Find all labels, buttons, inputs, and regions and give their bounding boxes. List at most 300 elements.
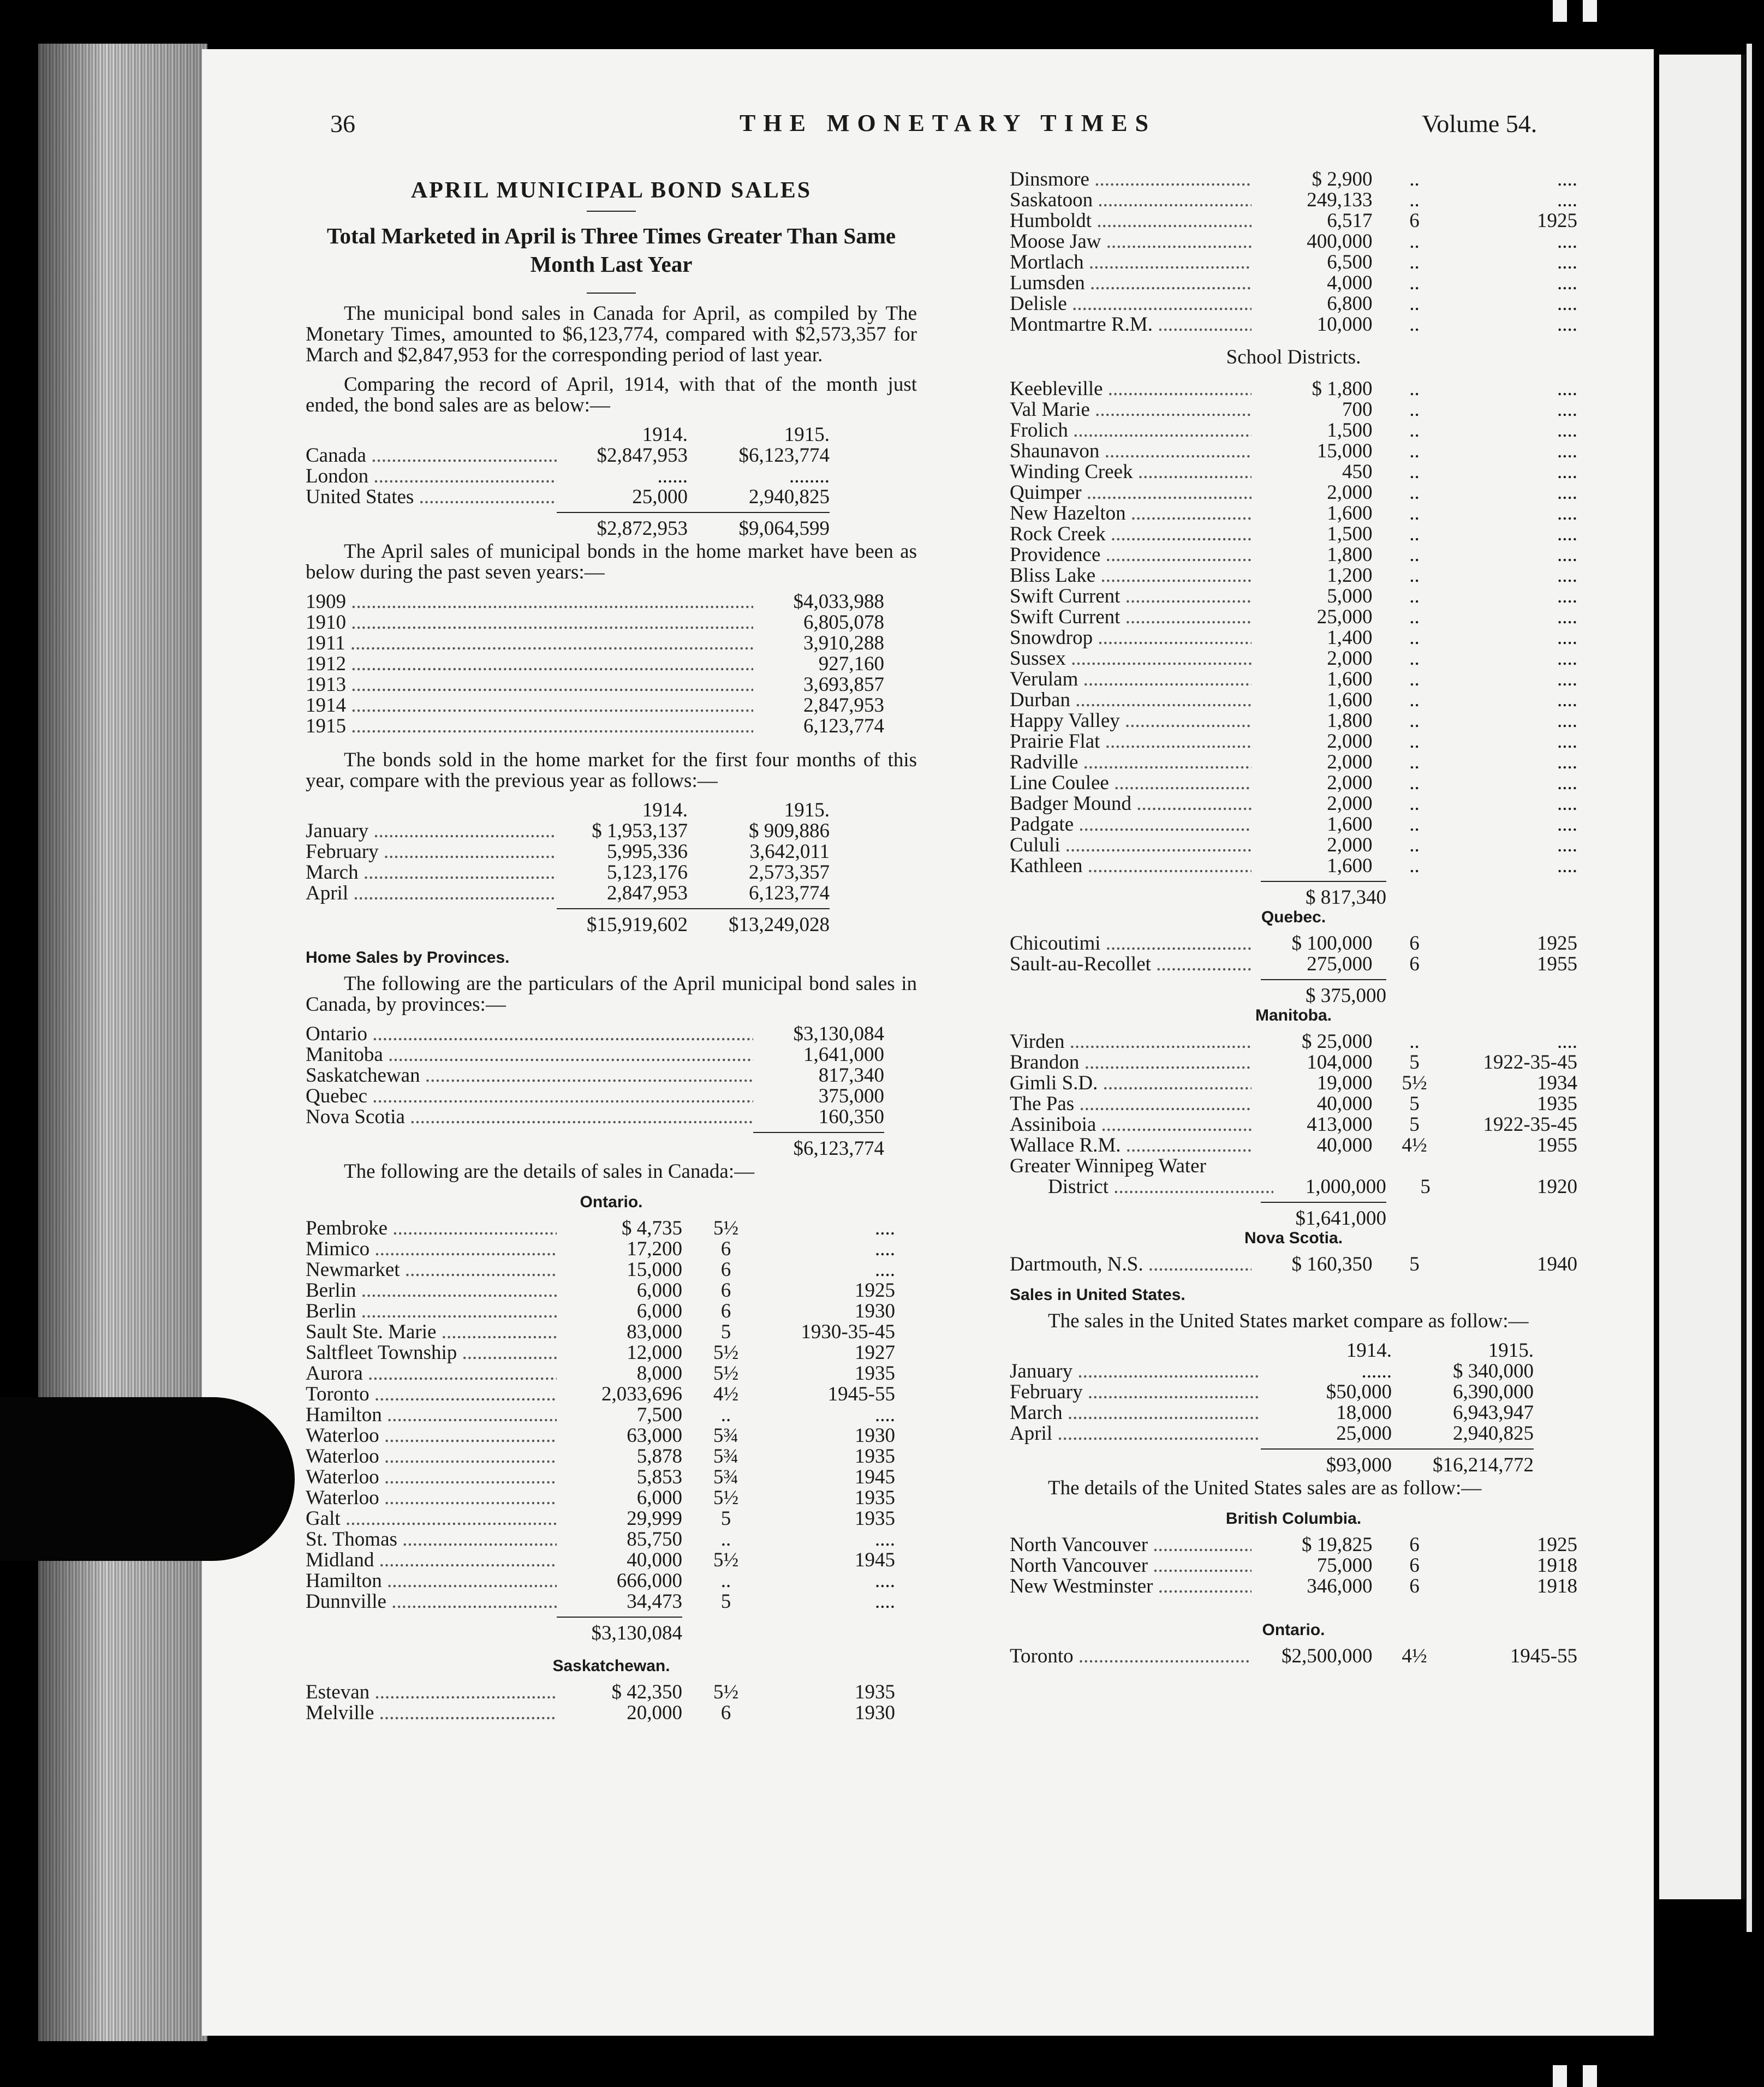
table-row	[306, 1571, 917, 1591]
row-label: Saskatchewan .....	[306, 1065, 753, 1086]
table-row	[1010, 856, 1577, 876]
row-name: Galt .....	[306, 1508, 557, 1529]
row-name: Brandon .....	[1010, 1052, 1252, 1073]
value-1915: 2,940,825	[749, 486, 830, 508]
table-row	[1010, 399, 1577, 420]
row-rate: ..	[1409, 502, 1420, 524]
row-rate: 4½	[1402, 1134, 1427, 1156]
row-maturity: ....	[1557, 564, 1578, 587]
row-name: Lumsden .....	[1010, 273, 1252, 294]
table-row	[306, 862, 917, 883]
row-rate: ..	[1409, 627, 1420, 649]
column-headers	[1010, 1340, 1577, 1361]
table-row	[306, 1343, 917, 1363]
section-quebec: Quebec.	[1261, 908, 1326, 926]
row-rate: ..	[1409, 378, 1420, 400]
row-amount: 104,000	[1307, 1051, 1373, 1074]
table-row	[306, 1682, 917, 1703]
row-maturity: ....	[1557, 272, 1578, 294]
row-name: St. Thomas .....	[306, 1529, 557, 1550]
page-number: 36	[330, 110, 355, 138]
row-label: March .....	[1010, 1403, 1261, 1423]
row-amount: 5,000	[1327, 585, 1373, 607]
row-name: Waterloo .....	[306, 1488, 557, 1508]
total-1914: $93,000	[1261, 1448, 1392, 1476]
row-name: Durban .....	[1010, 690, 1252, 711]
row-maturity: ....	[1557, 251, 1578, 273]
value-1915: 6,390,000	[1453, 1381, 1534, 1403]
table-row	[1010, 1177, 1577, 1197]
table-row	[1010, 1254, 1577, 1275]
section-ontario: Ontario.	[580, 1193, 643, 1211]
row-rate: ..	[1409, 481, 1420, 504]
row-maturity: 1922-35-45	[1483, 1051, 1578, 1074]
total-row	[1010, 876, 1577, 909]
row-maturity: ....	[1557, 440, 1578, 462]
table-row	[306, 1488, 917, 1508]
row-maturity: ....	[1557, 855, 1578, 877]
table-row	[306, 1218, 917, 1239]
row-label: Canada .....	[306, 445, 557, 466]
row-amount: 17,200	[627, 1238, 682, 1260]
row-rate: 6	[1409, 953, 1420, 975]
table-row	[306, 1363, 917, 1384]
row-maturity: 1922-35-45	[1483, 1113, 1578, 1136]
table-us-ontario	[1010, 1646, 1577, 1667]
table-row	[306, 695, 917, 716]
paragraph-4: The bonds sold in the home market for the first four months of this year, compare with the previous year as follows:—	[306, 749, 917, 792]
row-name: District .....	[1010, 1177, 1273, 1197]
row-maturity: ....	[1557, 189, 1578, 211]
row-name: Swift Current .....	[1010, 607, 1252, 628]
row-maturity: 1934	[1537, 1072, 1578, 1094]
table-row	[1010, 294, 1577, 314]
table-row	[306, 654, 917, 675]
row-maturity: ....	[1557, 544, 1578, 566]
value-1914: 25,000	[1336, 1422, 1392, 1445]
row-maturity: 1935	[855, 1681, 895, 1703]
table-row	[306, 1703, 917, 1724]
total-1915: $9,064,599	[688, 512, 830, 539]
row-maturity: ....	[1557, 709, 1578, 732]
total-row	[306, 508, 917, 540]
row-maturity: 1955	[1537, 953, 1578, 975]
row-amount: $ 4,735	[622, 1217, 682, 1239]
row-rate: 6	[1409, 210, 1420, 232]
row-rate: ..	[1409, 730, 1420, 753]
row-rate: ..	[1409, 230, 1420, 253]
table-row	[306, 487, 917, 508]
film-mark	[1553, 2065, 1567, 2087]
table-row	[1010, 1361, 1577, 1382]
table-row	[1010, 794, 1577, 814]
right-column	[1010, 169, 1577, 1667]
row-name: Wallace R.M. .....	[1010, 1135, 1252, 1156]
table-row	[306, 1301, 917, 1322]
value-1914: 5,123,176	[607, 861, 688, 884]
row-label: Manitoba .....	[306, 1045, 753, 1065]
table-row	[1010, 190, 1577, 211]
row-rate: 4½	[1402, 1645, 1427, 1667]
left-column	[306, 169, 917, 1724]
row-amount: 6,000	[636, 1487, 682, 1509]
table-row	[1010, 1094, 1577, 1114]
paragraph-1: The municipal bond sales in Canada for April, as compiled by The Monetary Times, amounted to $6,123,774, compared with $2,573,357 for March and $2,847,953 for the corresponding period of last year.	[306, 302, 917, 366]
row-label: 1910 .....	[306, 612, 753, 633]
table-row	[1010, 420, 1577, 441]
row-name: Toronto .....	[1010, 1646, 1252, 1667]
row-rate: ..	[1409, 709, 1420, 732]
table-row	[306, 466, 917, 487]
opposite-page	[1659, 55, 1745, 1899]
row-rate: 6	[720, 1238, 731, 1260]
row-amount: 15,000	[627, 1259, 682, 1281]
row-amount: 15,000	[1316, 440, 1373, 462]
column-header: 1915.	[1488, 1339, 1534, 1362]
row-amount: 1,600	[1327, 502, 1373, 524]
row-amount: 19,000	[1316, 1072, 1373, 1094]
row-label: 1914 .....	[306, 695, 753, 716]
row-rate: 5	[1409, 1051, 1420, 1074]
table-row	[306, 821, 917, 842]
table-row	[1010, 1555, 1577, 1576]
row-amount: $2,500,000	[1281, 1645, 1373, 1667]
table-row	[1010, 1403, 1577, 1423]
table-row	[1010, 482, 1577, 503]
table-row	[1010, 586, 1577, 607]
row-rate: ..	[1409, 606, 1420, 628]
row-amount: 275,000	[1307, 953, 1373, 975]
table-row	[306, 1260, 917, 1280]
table-row	[306, 1322, 917, 1343]
row-amount: 40,000	[1316, 1093, 1373, 1115]
row-name: Montmartre R.M. .....	[1010, 314, 1252, 335]
table-row	[1010, 1576, 1577, 1597]
row-amount: 700	[1342, 398, 1373, 421]
row-maturity: ....	[1557, 627, 1578, 649]
row-maturity: 1930	[855, 1702, 895, 1724]
table-row	[306, 1045, 917, 1065]
row-name: Quimper .....	[1010, 482, 1252, 503]
row-name: Greater Winnipeg Water	[1010, 1155, 1206, 1177]
row-name: Melville .....	[306, 1703, 557, 1724]
row-rate: ..	[1409, 585, 1420, 607]
row-rate: ..	[720, 1528, 731, 1551]
row-maturity: ....	[1557, 293, 1578, 315]
row-maturity: 1935	[855, 1487, 895, 1509]
table-row	[306, 612, 917, 633]
row-rate: 5¾	[713, 1424, 739, 1447]
row-name: Saltfleet Township .....	[306, 1343, 557, 1363]
row-amount: 2,000	[1327, 730, 1373, 753]
row-rate: ..	[1409, 689, 1420, 711]
row-amount: 20,000	[627, 1702, 682, 1724]
row-amount: 2,000	[1327, 834, 1373, 856]
row-name: Happy Valley .....	[1010, 711, 1252, 731]
row-value: 817,340	[818, 1064, 884, 1087]
row-maturity: 1918	[1537, 1554, 1578, 1577]
row-rate: 6	[1409, 1575, 1420, 1597]
column-header: 1915.	[784, 424, 830, 446]
row-label: Ontario .....	[306, 1024, 753, 1045]
row-rate: 5	[1409, 1113, 1420, 1136]
row-name: Sussex .....	[1010, 648, 1252, 669]
table-row	[1010, 379, 1577, 399]
row-name: Hamilton .....	[306, 1571, 557, 1591]
total-amount: $ 817,340	[1261, 881, 1386, 908]
row-name: Berlin .....	[306, 1301, 557, 1322]
row-maturity: 1925	[1537, 932, 1578, 955]
row-name: Waterloo .....	[306, 1467, 557, 1488]
table-row	[306, 1467, 917, 1488]
row-name: New Westminster .....	[1010, 1576, 1252, 1597]
row-rate: 6	[720, 1279, 731, 1302]
paragraph-2: Comparing the record of April, 1914, with that of the month just ended, the bond sales are as below:—	[306, 373, 917, 416]
row-rate: ..	[1409, 813, 1420, 836]
row-maturity: 1940	[1537, 1253, 1578, 1275]
table-row	[1010, 1646, 1577, 1667]
row-amount: 83,000	[627, 1321, 682, 1343]
total-1914: $2,872,953	[557, 512, 688, 539]
total-1915: $13,249,028	[688, 908, 830, 935]
row-rate: ..	[1409, 751, 1420, 773]
row-maturity: 1955	[1537, 1134, 1578, 1156]
table-row	[306, 1529, 917, 1550]
value-1914: ......	[657, 465, 688, 487]
row-maturity: ....	[1557, 606, 1578, 628]
row-amount: $ 19,825	[1301, 1534, 1373, 1556]
table-row	[306, 592, 917, 612]
row-amount: 1,600	[1327, 813, 1373, 836]
journal-title: THE MONETARY TIMES	[740, 110, 1157, 136]
row-rate: ..	[1409, 668, 1420, 690]
row-name: Waterloo .....	[306, 1426, 557, 1446]
table-row	[1010, 1114, 1577, 1135]
section-us-sales: Sales in United States.	[1010, 1286, 1185, 1304]
row-amount: 1,500	[1327, 419, 1373, 442]
row-amount: $ 160,350	[1291, 1253, 1373, 1275]
table-saskatchewan-cont	[1010, 169, 1577, 335]
book-edge	[38, 44, 207, 2041]
table-row	[1010, 773, 1577, 794]
row-rate: 6	[720, 1259, 731, 1281]
row-maturity: ....	[1557, 523, 1578, 545]
row-name: Toronto .....	[306, 1384, 557, 1405]
paragraph-5: The following are the particulars of the April municipal bond sales in Canada, by provinces:—	[306, 973, 917, 1016]
table-row	[306, 1024, 917, 1045]
film-mark	[1583, 0, 1597, 22]
row-amount: 29,999	[627, 1507, 682, 1530]
paragraph-us-details: The details of the United States sales are as follow:—	[1048, 1477, 1482, 1499]
row-maturity: 1927	[855, 1341, 895, 1364]
row-name: Winding Creek .....	[1010, 462, 1252, 482]
row-maturity: 1945	[855, 1549, 895, 1571]
row-amount: 6,000	[636, 1300, 682, 1322]
film-mark	[1583, 2065, 1597, 2087]
row-amount: 666,000	[616, 1570, 682, 1592]
row-value: 160,350	[818, 1106, 884, 1128]
row-maturity: ....	[1557, 168, 1578, 190]
row-maturity: 1925	[1537, 1534, 1578, 1556]
row-rate: 5½	[713, 1681, 739, 1703]
row-value: 3,910,288	[803, 632, 884, 654]
table-row	[1010, 1156, 1577, 1177]
table-row	[306, 1086, 917, 1107]
value-1915: 2,573,357	[749, 861, 830, 884]
row-rate: 5¾	[713, 1466, 739, 1488]
row-rate: ..	[1409, 461, 1420, 483]
row-name: Aurora .....	[306, 1363, 557, 1384]
row-amount: 12,000	[627, 1341, 682, 1364]
total-row	[306, 1128, 917, 1160]
row-amount: 10,000	[1316, 313, 1373, 336]
table-row	[306, 1384, 917, 1405]
row-maturity: ....	[1557, 813, 1578, 836]
volume: Volume 54.	[1422, 110, 1537, 138]
table-row	[1010, 690, 1577, 711]
paragraph-3: The April sales of municipal bonds in the home market have been as below during the past seven years:—	[306, 540, 917, 583]
row-rate: 5	[720, 1590, 731, 1613]
row-amount: 4,000	[1327, 272, 1373, 294]
row-rate: 5	[1409, 1093, 1420, 1115]
row-amount: 249,133	[1307, 189, 1373, 211]
row-name: Providence .....	[1010, 545, 1252, 565]
row-maturity: ....	[1557, 834, 1578, 856]
table-year-comparison	[306, 424, 917, 540]
section-saskatchewan: Saskatchewan.	[552, 1657, 670, 1675]
row-rate: 5½	[713, 1341, 739, 1364]
row-rate: ..	[1409, 272, 1420, 294]
table-school-districts	[1010, 378, 1578, 909]
row-name: Verulam .....	[1010, 669, 1252, 690]
row-rate: ..	[1409, 772, 1420, 794]
row-maturity: ....	[875, 1404, 895, 1426]
row-rate: ..	[1409, 564, 1420, 587]
value-1914: 2,847,953	[607, 882, 688, 904]
row-amount: 2,000	[1327, 647, 1373, 670]
table-row	[306, 1405, 917, 1426]
row-amount: $ 25,000	[1301, 1030, 1373, 1053]
total-1914: $15,919,602	[557, 908, 688, 935]
row-amount: $ 42,350	[611, 1681, 682, 1703]
row-name: Kathleen .....	[1010, 856, 1252, 876]
row-name: Dinsmore .....	[1010, 169, 1252, 190]
paragraph-us: The sales in the United States market compare as follow:—	[1048, 1310, 1529, 1332]
total-row	[1010, 1197, 1577, 1230]
row-amount: 1,800	[1327, 709, 1373, 732]
school-districts-heading: School Districts.	[1226, 346, 1361, 368]
row-amount: 413,000	[1307, 1113, 1373, 1136]
table-row	[1010, 211, 1577, 231]
table-quebec	[1010, 932, 1578, 1007]
row-name: Mimico .....	[306, 1239, 557, 1260]
value-1915: 2,940,825	[1453, 1422, 1534, 1445]
row-amount: 1,200	[1327, 564, 1373, 587]
row-value: 1,641,000	[803, 1044, 884, 1066]
value-1914: $ 1,953,137	[592, 820, 688, 842]
row-amount: 2,000	[1327, 481, 1373, 504]
row-amount: $ 1,800	[1312, 378, 1373, 400]
table-row	[1010, 1423, 1577, 1444]
row-name: Estevan .....	[306, 1682, 557, 1703]
table-row	[306, 1446, 917, 1467]
table-row	[1010, 1052, 1577, 1073]
row-amount: 75,000	[1316, 1554, 1373, 1577]
row-name: Humboldt .....	[1010, 211, 1252, 231]
row-maturity: ....	[1557, 792, 1578, 815]
row-name: Sault Ste. Marie .....	[306, 1322, 557, 1343]
row-value: 927,160	[818, 653, 884, 675]
row-amount: 1,600	[1327, 668, 1373, 690]
row-rate: ..	[720, 1570, 731, 1592]
row-rate: 6	[1409, 1554, 1420, 1577]
row-name: Dartmouth, N.S. .....	[1010, 1254, 1252, 1275]
row-maturity: ....	[875, 1528, 895, 1551]
row-name: Pembroke .....	[306, 1218, 557, 1239]
table-row	[1010, 1535, 1577, 1555]
row-maturity: ....	[1557, 689, 1578, 711]
row-label: 1915 .....	[306, 716, 753, 737]
row-amount: 63,000	[627, 1424, 682, 1447]
row-amount: 450	[1342, 461, 1373, 483]
row-name: Dunnville .....	[306, 1591, 557, 1612]
row-name: Assiniboia .....	[1010, 1114, 1252, 1135]
row-rate: 5	[1409, 1253, 1420, 1275]
row-name: North Vancouver .....	[1010, 1555, 1252, 1576]
table-row	[1010, 669, 1577, 690]
row-label: January .....	[306, 821, 557, 842]
total-row	[1010, 975, 1577, 1007]
table-row	[1010, 711, 1577, 731]
row-value: 375,000	[818, 1085, 884, 1107]
row-maturity: ....	[875, 1570, 895, 1592]
value-1915: $ 340,000	[1453, 1360, 1534, 1382]
row-label: 1913 .....	[306, 675, 753, 695]
row-amount: 2,033,696	[601, 1383, 682, 1405]
row-rate: ..	[1409, 647, 1420, 670]
value-1915: $ 909,886	[749, 820, 830, 842]
row-amount: 40,000	[1316, 1134, 1373, 1156]
row-name: Radville .....	[1010, 752, 1252, 773]
row-name: Mortlach .....	[1010, 252, 1252, 273]
row-maturity: ....	[875, 1590, 895, 1613]
table-provinces	[306, 1023, 917, 1160]
row-rate: 6	[1409, 1534, 1420, 1556]
table-row	[1010, 607, 1577, 628]
table-nova-scotia	[1010, 1254, 1577, 1275]
row-rate: ..	[1409, 792, 1420, 815]
row-name: Val Marie .....	[1010, 399, 1252, 420]
table-row	[1010, 441, 1577, 462]
value-1914: $2,847,953	[597, 444, 688, 467]
total-row	[306, 904, 917, 936]
table-row	[1010, 731, 1577, 752]
row-name: Prairie Flat .....	[1010, 731, 1252, 752]
row-maturity: ....	[1557, 461, 1578, 483]
table-row	[1010, 565, 1577, 586]
total-row	[1010, 1444, 1577, 1476]
row-name: Chicoutimi .....	[1010, 933, 1252, 954]
row-maturity: 1930	[855, 1300, 895, 1322]
row-rate: 5½	[713, 1549, 739, 1571]
row-amount: $ 2,900	[1312, 168, 1373, 190]
table-row	[306, 1065, 917, 1086]
paragraph-6: The following are the details of sales in Canada:—	[344, 1160, 755, 1183]
row-label: April .....	[306, 883, 557, 904]
row-label: April .....	[1010, 1423, 1261, 1444]
row-amount: 8,000	[636, 1362, 682, 1385]
row-amount: 346,000	[1307, 1575, 1373, 1597]
